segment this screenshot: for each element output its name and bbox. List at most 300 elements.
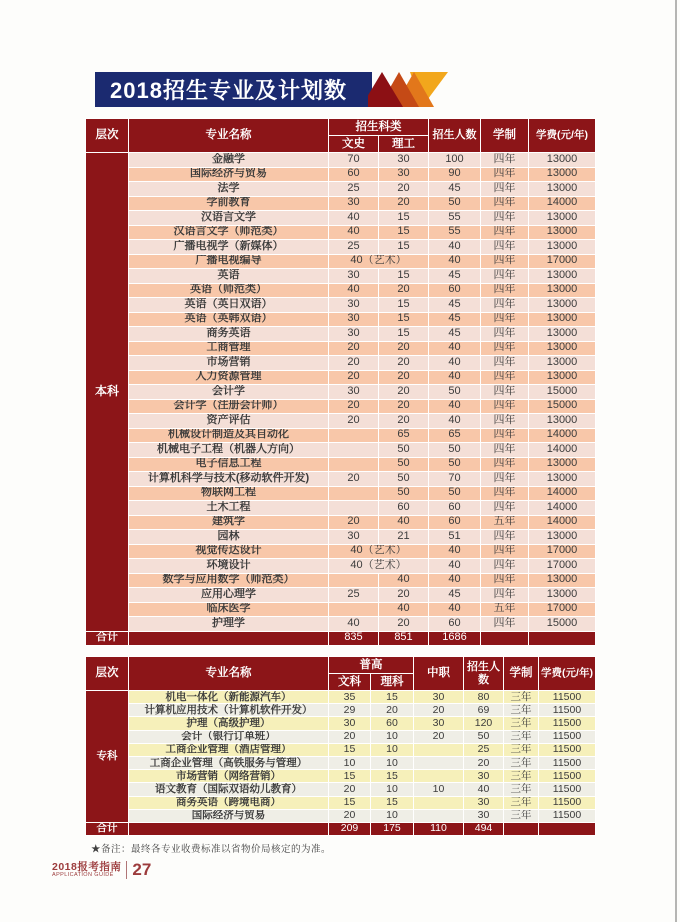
col-header-duration: 学制	[481, 119, 529, 153]
undergraduate-table-body	[86, 153, 596, 646]
major-name: 物联网工程	[129, 486, 329, 501]
zhongzhi-value: 30	[414, 691, 464, 704]
col-header-tuition: 学费(元/年)	[529, 119, 596, 153]
like-value: 60	[371, 717, 414, 730]
major-name: 视觉传达设计	[129, 544, 329, 559]
major-row	[86, 515, 596, 530]
total-like: 175	[371, 822, 414, 835]
col-header-level: 层次	[86, 657, 129, 691]
wenshi-value: 25	[329, 182, 379, 197]
col-header-tuition: 学费(元/年)	[539, 657, 596, 691]
tuition-value: 13000	[529, 341, 596, 356]
enroll-value: 50	[429, 443, 481, 458]
undergraduate-table-section	[85, 118, 597, 646]
major-row	[86, 559, 596, 574]
duration-value: 四年	[481, 559, 529, 574]
duration-value: 四年	[481, 327, 529, 342]
ligong-value: 50	[379, 472, 429, 487]
ligong-value: 15	[379, 240, 429, 255]
major-name: 机械设计制造及其自动化	[129, 428, 329, 443]
duration-value: 三年	[504, 704, 539, 717]
ligong-value: 50	[379, 443, 429, 458]
like-value: 15	[371, 691, 414, 704]
enroll-value: 20	[464, 756, 504, 769]
enroll-value: 40	[429, 544, 481, 559]
duration-value: 四年	[481, 588, 529, 603]
zhongzhi-value: 20	[414, 704, 464, 717]
major-row	[86, 501, 596, 516]
tuition-value: 17000	[529, 559, 596, 574]
zhongzhi-value: 20	[414, 730, 464, 743]
duration-value: 四年	[481, 182, 529, 197]
wenke-value: 15	[329, 743, 371, 756]
college-table-header	[86, 657, 596, 691]
duration-value: 五年	[481, 602, 529, 617]
duration-value: 四年	[481, 196, 529, 211]
total-empty-major	[129, 631, 329, 646]
wenshi-value: 30	[329, 385, 379, 400]
enroll-value: 40	[429, 341, 481, 356]
major-row	[86, 486, 596, 501]
like-value: 10	[371, 809, 414, 822]
tuition-value: 14000	[529, 501, 596, 516]
duration-value: 四年	[481, 298, 529, 313]
like-value: 10	[371, 783, 414, 796]
ligong-value: 30	[379, 167, 429, 182]
col-header-duration: 学制	[504, 657, 539, 691]
wenshi-value: 20	[329, 356, 379, 371]
enroll-value: 69	[464, 704, 504, 717]
college-table-body	[86, 691, 596, 836]
wenshi-value: 20	[329, 515, 379, 530]
major-row	[86, 756, 596, 769]
ligong-value: 20	[379, 399, 429, 414]
ligong-value: 15	[379, 211, 429, 226]
major-row	[86, 153, 596, 168]
ligong-value: 15	[379, 312, 429, 327]
wenshi-value	[329, 573, 379, 588]
duration-value: 四年	[481, 254, 529, 269]
page-number: 27	[132, 860, 152, 879]
enroll-value: 70	[429, 472, 481, 487]
major-row	[86, 717, 596, 730]
major-name: 环境设计	[129, 559, 329, 574]
major-name: 机电一体化（新能源汽车）	[129, 691, 329, 704]
enroll-value: 40	[429, 414, 481, 429]
duration-value: 四年	[481, 240, 529, 255]
enroll-value: 60	[429, 515, 481, 530]
duration-value: 四年	[481, 544, 529, 559]
ligong-value: 20	[379, 588, 429, 603]
wenshi-value: 30	[329, 530, 379, 545]
wenshi-value	[329, 443, 379, 458]
major-row	[86, 443, 596, 458]
major-row	[86, 602, 596, 617]
duration-value: 四年	[481, 370, 529, 385]
level-label: 专科	[86, 691, 129, 823]
major-name: 英语（英韩双语）	[129, 312, 329, 327]
tuition-value: 13000	[529, 211, 596, 226]
ligong-value: 20	[379, 385, 429, 400]
major-row	[86, 182, 596, 197]
duration-value: 五年	[481, 515, 529, 530]
ligong-value: 50	[379, 457, 429, 472]
tuition-value: 15000	[529, 399, 596, 414]
ligong-value: 60	[379, 501, 429, 516]
major-row	[86, 167, 596, 182]
major-name: 护理（高级护理）	[129, 717, 329, 730]
zhongzhi-value	[414, 756, 464, 769]
major-row	[86, 770, 596, 783]
tuition-value: 13000	[529, 457, 596, 472]
tuition-value: 17000	[529, 602, 596, 617]
undergraduate-table-header	[86, 119, 596, 153]
tuition-value: 13000	[529, 573, 596, 588]
major-row	[86, 370, 596, 385]
tuition-value: 14000	[529, 486, 596, 501]
enroll-value: 40	[429, 602, 481, 617]
enroll-value: 60	[429, 617, 481, 632]
major-name: 英语（英日双语）	[129, 298, 329, 313]
major-row	[86, 399, 596, 414]
major-name: 应用心理学	[129, 588, 329, 603]
duration-value: 四年	[481, 269, 529, 284]
duration-value: 三年	[504, 730, 539, 743]
wenke-value: 20	[329, 809, 371, 822]
major-row	[86, 385, 596, 400]
major-name: 英语（师范类）	[129, 283, 329, 298]
major-name: 英语	[129, 269, 329, 284]
ligong-value: 20	[379, 283, 429, 298]
wenke-value: 15	[329, 770, 371, 783]
tuition-value: 14000	[529, 428, 596, 443]
tuition-value: 14000	[529, 515, 596, 530]
duration-value: 四年	[481, 211, 529, 226]
tuition-value: 17000	[529, 254, 596, 269]
tuition-value: 14000	[529, 443, 596, 458]
total-zhongzhi: 110	[414, 822, 464, 835]
total-label: 合计	[86, 631, 129, 646]
title-banner	[95, 72, 448, 107]
tuition-value: 13000	[529, 182, 596, 197]
ligong-value: 20	[379, 356, 429, 371]
major-name: 护理学	[129, 617, 329, 632]
enroll-value: 65	[429, 428, 481, 443]
total-enroll: 494	[464, 822, 504, 835]
major-row	[86, 327, 596, 342]
major-name: 建筑学	[129, 515, 329, 530]
major-name: 商务英语（跨境电商）	[129, 796, 329, 809]
major-name: 广播电视学（新媒体）	[129, 240, 329, 255]
major-name: 学前教育	[129, 196, 329, 211]
duration-value: 四年	[481, 530, 529, 545]
ligong-value: 30	[379, 153, 429, 168]
duration-value: 四年	[481, 356, 529, 371]
ligong-value: 20	[379, 617, 429, 632]
major-name: 会计学（注册会计师）	[129, 399, 329, 414]
major-name: 园林	[129, 530, 329, 545]
major-name: 金融学	[129, 153, 329, 168]
major-row	[86, 530, 596, 545]
tuition-value: 11500	[539, 783, 596, 796]
major-name: 资产评估	[129, 414, 329, 429]
tuition-value: 13000	[529, 530, 596, 545]
like-value: 10	[371, 743, 414, 756]
tuition-value: 11500	[539, 743, 596, 756]
wenke-value: 20	[329, 730, 371, 743]
wenshi-value: 20	[329, 399, 379, 414]
banner-ribbon-decoration	[368, 72, 448, 107]
total-ligong: 851	[379, 631, 429, 646]
total-label: 合计	[86, 822, 129, 835]
major-row	[86, 704, 596, 717]
enroll-value: 60	[429, 501, 481, 516]
wenshi-value: 30	[329, 196, 379, 211]
enroll-value: 45	[429, 269, 481, 284]
undergraduate-table	[85, 118, 596, 646]
col-header-category-group: 招生科类	[329, 119, 429, 136]
major-row	[86, 730, 596, 743]
major-name: 市场营销（网络营销）	[129, 770, 329, 783]
col-header-enroll: 招生人数	[429, 119, 481, 153]
enroll-value: 45	[429, 588, 481, 603]
tuition-value: 17000	[529, 544, 596, 559]
duration-value: 四年	[481, 472, 529, 487]
wenshi-value: 20	[329, 341, 379, 356]
duration-value: 三年	[504, 717, 539, 730]
enroll-value: 40	[429, 370, 481, 385]
tuition-value: 15000	[529, 385, 596, 400]
tuition-value: 11500	[539, 704, 596, 717]
major-row	[86, 196, 596, 211]
major-row	[86, 796, 596, 809]
zhongzhi-value: 10	[414, 783, 464, 796]
tuition-value: 13000	[529, 167, 596, 182]
like-value: 10	[371, 730, 414, 743]
wenshi-value: 20	[329, 472, 379, 487]
wenshi-value	[329, 602, 379, 617]
major-row	[86, 809, 596, 822]
page-footer	[52, 860, 151, 880]
enroll-value: 100	[429, 153, 481, 168]
major-row	[86, 312, 596, 327]
duration-value: 四年	[481, 486, 529, 501]
page-title: 2018招生专业及计划数	[110, 78, 347, 103]
major-row	[86, 743, 596, 756]
tuition-value: 13000	[529, 414, 596, 429]
tuition-value: 13000	[529, 153, 596, 168]
major-name: 电子信息工程	[129, 457, 329, 472]
enroll-value: 25	[464, 743, 504, 756]
wenke-value: 10	[329, 756, 371, 769]
ligong-value: 40	[379, 515, 429, 530]
total-tuition	[539, 822, 596, 835]
wenshi-value	[329, 428, 379, 443]
major-name: 广播电视编导	[129, 254, 329, 269]
tuition-value: 13000	[529, 269, 596, 284]
major-row	[86, 573, 596, 588]
duration-value: 四年	[481, 428, 529, 443]
tuition-value: 13000	[529, 588, 596, 603]
duration-value: 三年	[504, 809, 539, 822]
wenshi-value: 60	[329, 167, 379, 182]
ligong-value: 20	[379, 196, 429, 211]
duration-value: 四年	[481, 501, 529, 516]
col-header-major: 专业名称	[129, 119, 329, 153]
wenke-value: 35	[329, 691, 371, 704]
duration-value: 四年	[481, 573, 529, 588]
ligong-value: 21	[379, 530, 429, 545]
duration-value: 四年	[481, 617, 529, 632]
major-name: 国际经济与贸易	[129, 167, 329, 182]
duration-value: 四年	[481, 153, 529, 168]
guide-block	[52, 862, 121, 879]
duration-value: 三年	[504, 796, 539, 809]
major-row	[86, 588, 596, 603]
major-row	[86, 298, 596, 313]
major-name: 商务英语	[129, 327, 329, 342]
tuition-value: 15000	[529, 617, 596, 632]
major-name: 机械电子工程（机器人方向）	[129, 443, 329, 458]
ligong-value: 15	[379, 298, 429, 313]
major-name: 市场营销	[129, 356, 329, 371]
level-label: 本科	[86, 153, 129, 632]
enroll-value: 45	[429, 312, 481, 327]
total-row	[86, 822, 596, 835]
tuition-value: 13000	[529, 370, 596, 385]
like-value: 10	[371, 756, 414, 769]
total-enroll: 1686	[429, 631, 481, 646]
ligong-value: 65	[379, 428, 429, 443]
wenshi-value: 40	[329, 225, 379, 240]
enroll-value: 50	[429, 196, 481, 211]
major-row	[86, 211, 596, 226]
wenke-value: 20	[329, 783, 371, 796]
tuition-value: 14000	[529, 196, 596, 211]
zhongzhi-value	[414, 743, 464, 756]
enroll-value: 30	[464, 796, 504, 809]
wenshi-value	[329, 486, 379, 501]
col-header-ligong: 理工	[379, 136, 429, 153]
zhongzhi-value: 30	[414, 717, 464, 730]
wenshi-value: 40	[329, 617, 379, 632]
zhongzhi-value	[414, 796, 464, 809]
footnote: ★备注：最终各专业收费标准以省物价局核定的为准。	[91, 844, 332, 855]
enroll-value: 45	[429, 327, 481, 342]
major-name: 会计学	[129, 385, 329, 400]
tuition-value: 11500	[539, 796, 596, 809]
major-row	[86, 428, 596, 443]
enroll-value: 40	[429, 254, 481, 269]
like-value: 15	[371, 770, 414, 783]
enroll-value: 45	[429, 182, 481, 197]
duration-value: 三年	[504, 783, 539, 796]
tuition-value: 13000	[529, 356, 596, 371]
college-table-section	[85, 656, 597, 836]
tuition-value: 13000	[529, 472, 596, 487]
duration-value: 四年	[481, 225, 529, 240]
major-name: 计算机科学与技术(移动软件开发)	[129, 472, 329, 487]
ligong-value: 15	[379, 269, 429, 284]
major-name: 计算机应用技术（计算机软件开发）	[129, 704, 329, 717]
tuition-value: 11500	[539, 756, 596, 769]
enroll-value: 55	[429, 225, 481, 240]
duration-value: 四年	[481, 283, 529, 298]
tuition-value: 13000	[529, 298, 596, 313]
total-empty-major	[129, 822, 329, 835]
duration-value: 三年	[504, 691, 539, 704]
duration-value: 四年	[481, 167, 529, 182]
ligong-value: 20	[379, 414, 429, 429]
wenshi-value: 20	[329, 370, 379, 385]
ligong-value: 40	[379, 602, 429, 617]
ligong-value: 40	[379, 573, 429, 588]
col-header-putonggao-group: 普高	[329, 657, 414, 674]
enroll-value: 55	[429, 211, 481, 226]
major-name: 语文教育（国际双语幼儿教育）	[129, 783, 329, 796]
col-header-like: 理科	[371, 674, 414, 691]
major-row	[86, 341, 596, 356]
total-tuition	[529, 631, 596, 646]
category-art-span-value: 40（艺术）	[329, 544, 429, 559]
wenshi-value: 40	[329, 211, 379, 226]
major-name: 工商企业管理（高铁服务与管理）	[129, 756, 329, 769]
tuition-value: 13000	[529, 327, 596, 342]
major-name: 会计（银行订单班）	[129, 730, 329, 743]
tuition-value: 11500	[539, 730, 596, 743]
major-name: 人力资源管理	[129, 370, 329, 385]
duration-value: 四年	[481, 443, 529, 458]
enroll-value: 120	[464, 717, 504, 730]
total-wenshi: 835	[329, 631, 379, 646]
major-row	[86, 283, 596, 298]
enroll-value: 30	[464, 809, 504, 822]
major-row	[86, 783, 596, 796]
duration-value: 四年	[481, 312, 529, 327]
major-row	[86, 617, 596, 632]
enroll-value: 40	[429, 573, 481, 588]
wenshi-value: 30	[329, 269, 379, 284]
duration-value: 三年	[504, 756, 539, 769]
enroll-value: 40	[429, 240, 481, 255]
enroll-value: 80	[464, 691, 504, 704]
major-row	[86, 414, 596, 429]
category-art-span-value: 40（艺术）	[329, 559, 429, 574]
wenshi-value: 30	[329, 298, 379, 313]
col-header-zhongzhi: 中职	[414, 657, 464, 691]
tuition-value: 11500	[539, 809, 596, 822]
enroll-value: 45	[429, 298, 481, 313]
major-name: 国际经济与贸易	[129, 809, 329, 822]
tuition-value: 11500	[539, 770, 596, 783]
tuition-value: 11500	[539, 717, 596, 730]
like-value: 15	[371, 796, 414, 809]
major-row	[86, 457, 596, 472]
duration-value: 四年	[481, 457, 529, 472]
wenshi-value: 20	[329, 414, 379, 429]
like-value: 20	[371, 704, 414, 717]
wenshi-value: 40	[329, 283, 379, 298]
college-table	[85, 656, 596, 836]
major-name: 工商管理	[129, 341, 329, 356]
total-duration	[504, 822, 539, 835]
category-art-span-value: 40（艺术）	[329, 254, 429, 269]
duration-value: 三年	[504, 743, 539, 756]
duration-value: 四年	[481, 399, 529, 414]
ligong-value: 20	[379, 182, 429, 197]
ligong-value: 20	[379, 370, 429, 385]
col-header-wenke: 文科	[329, 674, 371, 691]
